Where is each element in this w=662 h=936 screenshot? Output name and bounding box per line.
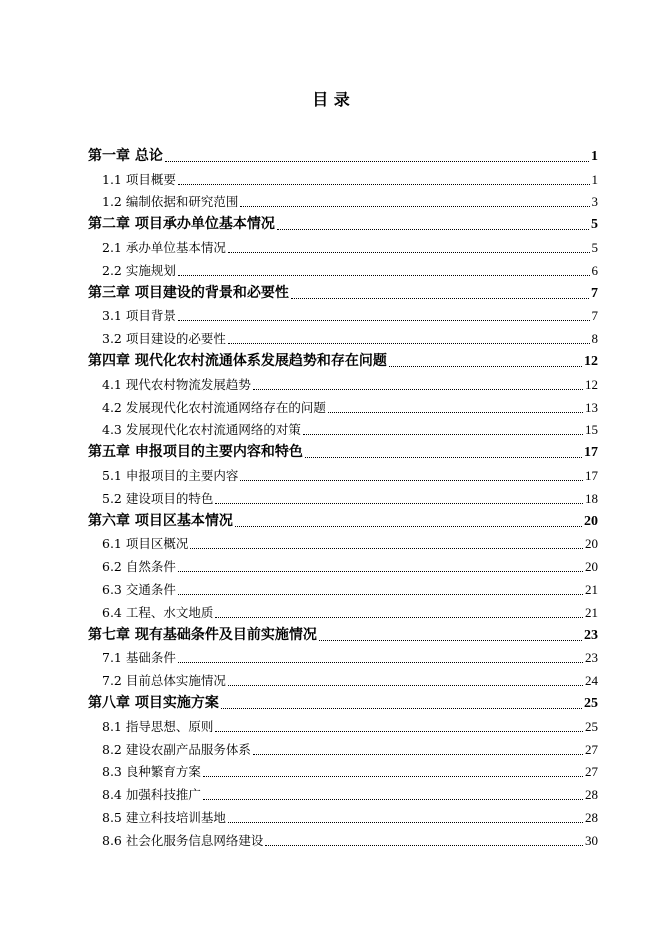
toc-page-number: 18 xyxy=(585,490,598,506)
toc-entry-label: 8.4 加强科技推广 xyxy=(102,787,201,803)
dot-leader xyxy=(291,298,589,299)
toc-page-number: 25 xyxy=(584,695,598,711)
toc-entry-label: 第二章 项目承办单位基本情况 xyxy=(88,216,275,233)
toc-page-number: 12 xyxy=(584,353,598,369)
dot-leader xyxy=(178,662,583,663)
toc-page-number: 7 xyxy=(591,308,598,324)
toc-page-number: 17 xyxy=(584,445,598,461)
toc-page-number: 24 xyxy=(585,673,598,689)
toc-entry-label: 8.2 建设农副产品服务体系 xyxy=(102,741,251,757)
toc-section-entry[interactable] xyxy=(88,804,598,827)
dot-leader xyxy=(203,776,583,777)
toc-entry-label: 1.1 项目概要 xyxy=(102,171,176,187)
dot-leader xyxy=(328,412,583,413)
toc-page-number: 1 xyxy=(591,148,598,164)
toc-entry-label: 5.2 建设项目的特色 xyxy=(102,490,214,506)
dot-leader xyxy=(190,548,583,549)
toc-section-entry[interactable] xyxy=(88,166,598,189)
dot-leader xyxy=(253,754,583,755)
toc-section-entry[interactable] xyxy=(88,576,598,599)
toc-page-number: 21 xyxy=(585,604,598,620)
toc-entry-label: 第一章 总论 xyxy=(88,147,163,164)
dot-leader xyxy=(228,343,590,344)
dot-leader xyxy=(235,526,582,527)
toc-entry-label: 5.1 申报项目的主要内容 xyxy=(102,467,239,483)
toc-page-number: 28 xyxy=(585,787,598,803)
toc-section-entry[interactable] xyxy=(88,599,598,622)
toc-section-entry[interactable] xyxy=(88,713,598,736)
dot-leader xyxy=(319,640,582,641)
toc-section-entry[interactable] xyxy=(88,325,598,348)
dot-leader xyxy=(178,571,583,572)
dot-leader xyxy=(277,229,589,230)
dot-leader xyxy=(240,206,589,207)
toc-page-number: 20 xyxy=(585,559,598,575)
toc-chapter-entry[interactable] xyxy=(88,439,598,462)
toc-page-number: 15 xyxy=(585,422,598,438)
dot-leader xyxy=(221,708,582,709)
toc-page-number: 27 xyxy=(585,764,598,780)
dot-leader xyxy=(253,389,583,390)
toc-section-entry[interactable] xyxy=(88,234,598,257)
toc-chapter-entry[interactable] xyxy=(88,143,598,166)
toc-page-number: 1 xyxy=(591,171,598,187)
toc-entry-label: 2.1 承办单位基本情况 xyxy=(102,239,226,255)
toc-entry-label: 8.5 建立科技培训基地 xyxy=(102,809,226,825)
toc-entry-label: 6.2 自然条件 xyxy=(102,559,176,575)
toc-entry-label: 第三章 项目建设的背景和必要性 xyxy=(88,284,289,301)
toc-chapter-entry[interactable] xyxy=(88,211,598,234)
table-of-contents xyxy=(88,143,598,850)
toc-entry-label: 4.2 发展现代化农村流通网络存在的问题 xyxy=(102,399,326,415)
dot-leader xyxy=(228,685,583,686)
toc-section-entry[interactable] xyxy=(88,189,598,212)
dot-leader xyxy=(240,480,583,481)
toc-page-number: 23 xyxy=(585,650,598,666)
toc-entry-label: 6.4 工程、水文地质 xyxy=(102,604,214,620)
toc-page-number: 20 xyxy=(584,513,598,529)
toc-page-number: 20 xyxy=(585,536,598,552)
dot-leader xyxy=(165,161,589,162)
toc-entry-label: 第五章 申报项目的主要内容和特色 xyxy=(88,444,303,461)
toc-entry-label: 6.3 交通条件 xyxy=(102,581,176,597)
dot-leader xyxy=(228,252,590,253)
toc-entry-label: 3.1 项目背景 xyxy=(102,308,176,324)
toc-page-number: 3 xyxy=(591,194,598,210)
dot-leader xyxy=(178,184,590,185)
toc-section-entry[interactable] xyxy=(88,827,598,850)
toc-entry-label: 第八章 项目实施方案 xyxy=(88,694,219,711)
toc-page-number: 13 xyxy=(585,399,598,415)
dot-leader xyxy=(215,617,583,618)
toc-chapter-entry[interactable] xyxy=(88,348,598,371)
toc-chapter-entry[interactable] xyxy=(88,622,598,645)
toc-section-entry[interactable] xyxy=(88,553,598,576)
toc-section-entry[interactable] xyxy=(88,462,598,485)
toc-section-entry[interactable] xyxy=(88,667,598,690)
toc-entry-label: 7.2 目前总体实施情况 xyxy=(102,673,226,689)
toc-page-number: 25 xyxy=(585,718,598,734)
dot-leader xyxy=(228,822,583,823)
toc-entry-label: 第七章 现有基础条件及目前实施情况 xyxy=(88,626,317,643)
toc-page-number: 28 xyxy=(585,809,598,825)
toc-section-entry[interactable] xyxy=(88,759,598,782)
toc-chapter-entry[interactable] xyxy=(88,508,598,531)
toc-page-number: 23 xyxy=(584,627,598,643)
toc-entry-label: 8.6 社会化服务信息网络建设 xyxy=(102,832,264,848)
toc-section-entry[interactable] xyxy=(88,417,598,440)
toc-page-number: 7 xyxy=(591,285,598,301)
toc-page-number: 30 xyxy=(585,832,598,848)
toc-entry-label: 第四章 现代化农村流通体系发展趋势和存在问题 xyxy=(88,352,387,369)
toc-page-number: 17 xyxy=(585,467,598,483)
dot-leader xyxy=(305,457,582,458)
toc-entry-label: 4.1 现代农村物流发展趋势 xyxy=(102,376,251,392)
toc-section-entry[interactable] xyxy=(88,394,598,417)
toc-chapter-entry[interactable] xyxy=(88,690,598,713)
toc-section-entry[interactable] xyxy=(88,736,598,759)
dot-leader xyxy=(203,799,583,800)
toc-entry-label: 4.3 发展现代化农村流通网络的对策 xyxy=(102,422,301,438)
toc-section-entry[interactable] xyxy=(88,645,598,668)
toc-section-entry[interactable] xyxy=(88,371,598,394)
toc-section-entry[interactable] xyxy=(88,257,598,280)
toc-entry-label: 7.1 基础条件 xyxy=(102,650,176,666)
dot-leader xyxy=(215,503,583,504)
dot-leader xyxy=(389,366,582,367)
toc-section-entry[interactable] xyxy=(88,781,598,804)
dot-leader xyxy=(303,434,583,435)
toc-entry-label: 1.2 编制依据和研究范围 xyxy=(102,194,239,210)
toc-page-number: 5 xyxy=(591,239,598,255)
toc-entry-label: 6.1 项目区概况 xyxy=(102,536,189,552)
toc-section-entry[interactable] xyxy=(88,303,598,326)
toc-title: 目 录 xyxy=(312,90,350,109)
toc-entry-label: 第六章 项目区基本情况 xyxy=(88,512,233,529)
toc-section-entry[interactable] xyxy=(88,485,598,508)
dot-leader xyxy=(178,320,590,321)
toc-page-number: 5 xyxy=(591,217,598,233)
toc-page-number: 6 xyxy=(591,262,598,278)
dot-leader xyxy=(178,594,583,595)
toc-entry-label: 8.1 指导思想、原则 xyxy=(102,718,214,734)
dot-leader xyxy=(178,275,590,276)
dot-leader xyxy=(215,731,583,732)
toc-page-number: 12 xyxy=(585,376,598,392)
toc-chapter-entry[interactable] xyxy=(88,280,598,303)
toc-page-number: 8 xyxy=(591,331,598,347)
dot-leader xyxy=(265,845,583,846)
toc-entry-label: 2.2 实施规划 xyxy=(102,262,176,278)
toc-entry-label: 3.2 项目建设的必要性 xyxy=(102,331,226,347)
toc-page-number: 27 xyxy=(585,741,598,757)
toc-entry-label: 8.3 良种繁育方案 xyxy=(102,764,201,780)
toc-section-entry[interactable] xyxy=(88,531,598,554)
toc-page-number: 21 xyxy=(585,581,598,597)
